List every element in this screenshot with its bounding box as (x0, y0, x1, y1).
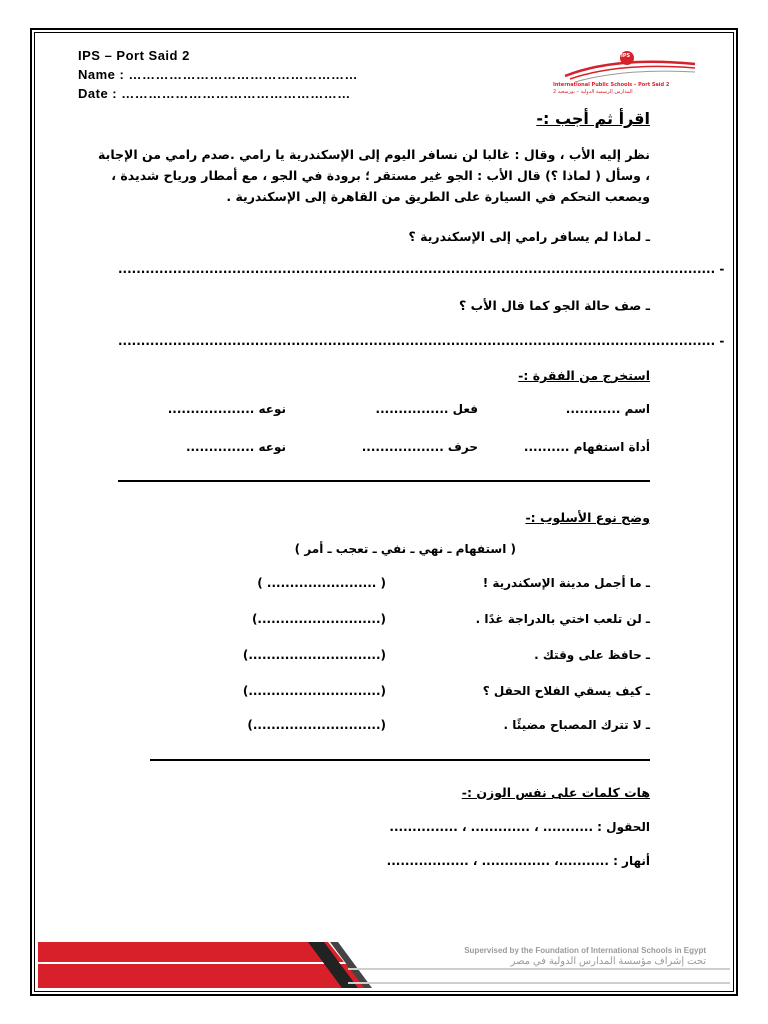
style-blank-3[interactable]: (.............................) (242, 648, 386, 662)
extract-question-word[interactable]: أداة استفهام .......... (523, 440, 650, 454)
page-title: اقرأ ثم أجب :- (536, 109, 650, 128)
logo-mark: IPS (621, 53, 631, 59)
style-sentence-2: ـ لن تلعب اختي بالدراجة غدًا . (475, 612, 650, 626)
logo-text-ar: المدارس الرسمية الدولية – بورسعيد 2 (553, 89, 633, 95)
style-blank-1[interactable]: ( ........................ ) (257, 576, 386, 590)
answer-line-1[interactable]: ................................................................................................................................... - (118, 262, 725, 276)
school-logo (545, 46, 705, 96)
extract-title: استخرج من الفقرة :- (518, 368, 650, 383)
weight-title: هات كلمات على نفس الوزن :- (461, 785, 650, 800)
extract-noun[interactable]: اسم ............ (565, 402, 650, 416)
divider-2 (150, 759, 650, 761)
weight-row-2[interactable]: أنهار : ...........، ............... ، .................. (386, 854, 650, 868)
passage-line-2: ، وسأل ( لماذا ؟) قال الأب : الجو غير مستقر ؛ برودة في الجو ، مع أمطار ورياح شديدة ، (111, 168, 650, 183)
school-name: IPS – Port Said 2 (78, 48, 190, 63)
weight-row-1[interactable]: الحقول : ........... ، ............. ، ............... (389, 820, 650, 834)
style-sentence-1: ـ ما أجمل مدينة الإسكندرية ! (482, 576, 650, 590)
style-sentence-5: ـ لا تترك المصباح مضيئًا . (503, 718, 650, 732)
style-options: ( استفهام ـ نهي ـ نفي ـ تعجب ـ أمر ) (294, 542, 516, 556)
extract-type-2[interactable]: نوعه ............... (185, 440, 286, 454)
logo-text-en: International Public Schools – Port Said 2 (553, 82, 670, 88)
style-sentence-4: ـ كيف يسقي الفلاح الحقل ؟ (482, 684, 650, 698)
style-title: وضح نوع الأسلوب :- (525, 510, 650, 525)
style-blank-4[interactable]: (.............................) (242, 684, 386, 698)
footer-text-ar: تحت إشراف مؤسسة المدارس الدولية في مصر (510, 956, 706, 967)
question-1: ـ لماذا لم يسافر رامي إلى الإسكندرية ؟ (408, 229, 650, 244)
style-sentence-3: ـ حافظ على وقتك . (534, 648, 650, 662)
extract-type-1[interactable]: نوعه ................... (167, 402, 286, 416)
date-field-label: Date : …………………………………………… (78, 86, 351, 101)
name-field-label: Name : …………………………………………… (78, 67, 358, 82)
style-blank-5[interactable]: (............................) (247, 718, 386, 732)
question-2: ـ صف حالة الجو كما قال الأب ؟ (459, 298, 650, 313)
footer-text-en: Supervised by the Foundation of International Schools in Egypt (464, 946, 706, 955)
style-blank-2[interactable]: (...........................) (251, 612, 386, 626)
passage-line-3: ويصعب التحكم في السيارة على الطريق من القاهرة إلى الإسكندرية . (226, 189, 650, 204)
extract-letter[interactable]: حرف .................. (361, 440, 478, 454)
passage-line-1: نظر إليه الأب ، وقال : غالبا لن نسافر اليوم إلى الإسكندرية يا رامي .صدم رامي من الإجابة (98, 147, 650, 162)
extract-verb[interactable]: فعل ................ (375, 402, 478, 416)
divider-1 (118, 480, 650, 482)
answer-line-2[interactable]: ................................................................................................................................... - (118, 334, 725, 348)
